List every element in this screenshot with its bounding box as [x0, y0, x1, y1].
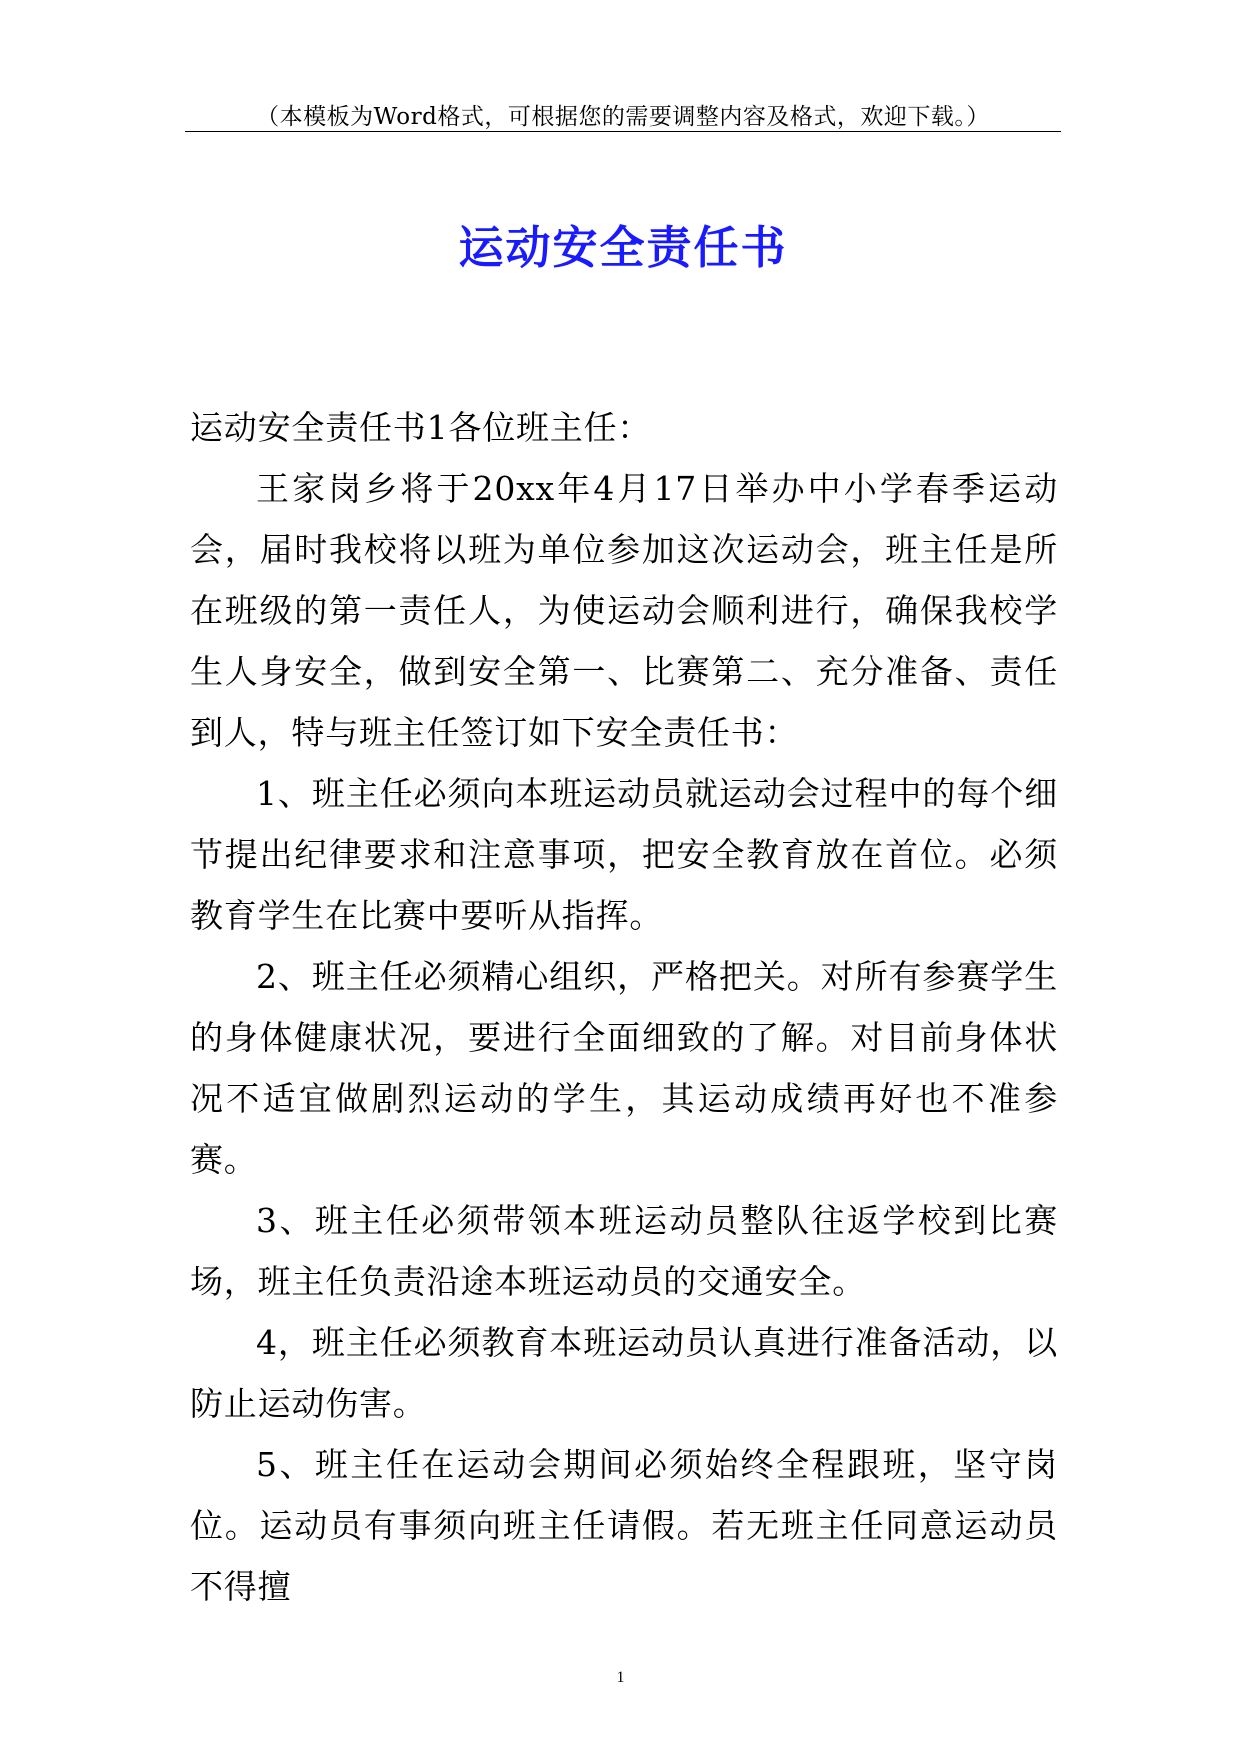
paragraph-item-2: 2、班主任必须精心组织，严格把关。对所有参赛学生的身体健康状况，要进行全面细致的了解。对目前身体状况不适宜做剧烈运动的学生，其运动成绩再好也不准参赛。	[190, 957, 1058, 1179]
header-divider	[185, 131, 1061, 132]
paragraph-intro: 王家岗乡将于20xx年4月17日举办中小学春季运动会，届时我校将以班为单位参加这次运动会，班主任是所在班级的第一责任人，为使运动会顺利进行，确保我校学生人身安全，做到安全第一、比赛第二、充分准备、责任到人，特与班主任签订如下安全责任书：	[190, 469, 1058, 752]
paragraph-item-1: 1、班主任必须向本班运动员就运动会过程中的每个细节提出纪律要求和注意事项，把安全教育放在首位。必须教育学生在比赛中要听从指挥。	[190, 774, 1058, 935]
paragraph-item-3: 3、班主任必须带领本班运动员整队往返学校到比赛场，班主任负责沿途本班运动员的交通安全。	[190, 1201, 1058, 1301]
header-note: （本模板为Word格式，可根据您的需要调整内容及格式，欢迎下载。）	[256, 104, 990, 130]
paragraph-item-5: 5、班主任在运动会期间必须始终全程跟班，坚守岗位。运动员有事须向班主任请假。若无班主任同意运动员不得擅	[190, 1445, 1058, 1606]
document-body	[190, 397, 1058, 1617]
paragraph-item-4: 4，班主任必须教育本班运动员认真进行准备活动，以防止运动伤害。	[190, 1323, 1058, 1423]
document-title: 运动安全责任书	[458, 221, 788, 274]
page-number: 1	[616, 1669, 625, 1686]
opening-line: 运动安全责任书1各位班主任：	[190, 408, 652, 447]
